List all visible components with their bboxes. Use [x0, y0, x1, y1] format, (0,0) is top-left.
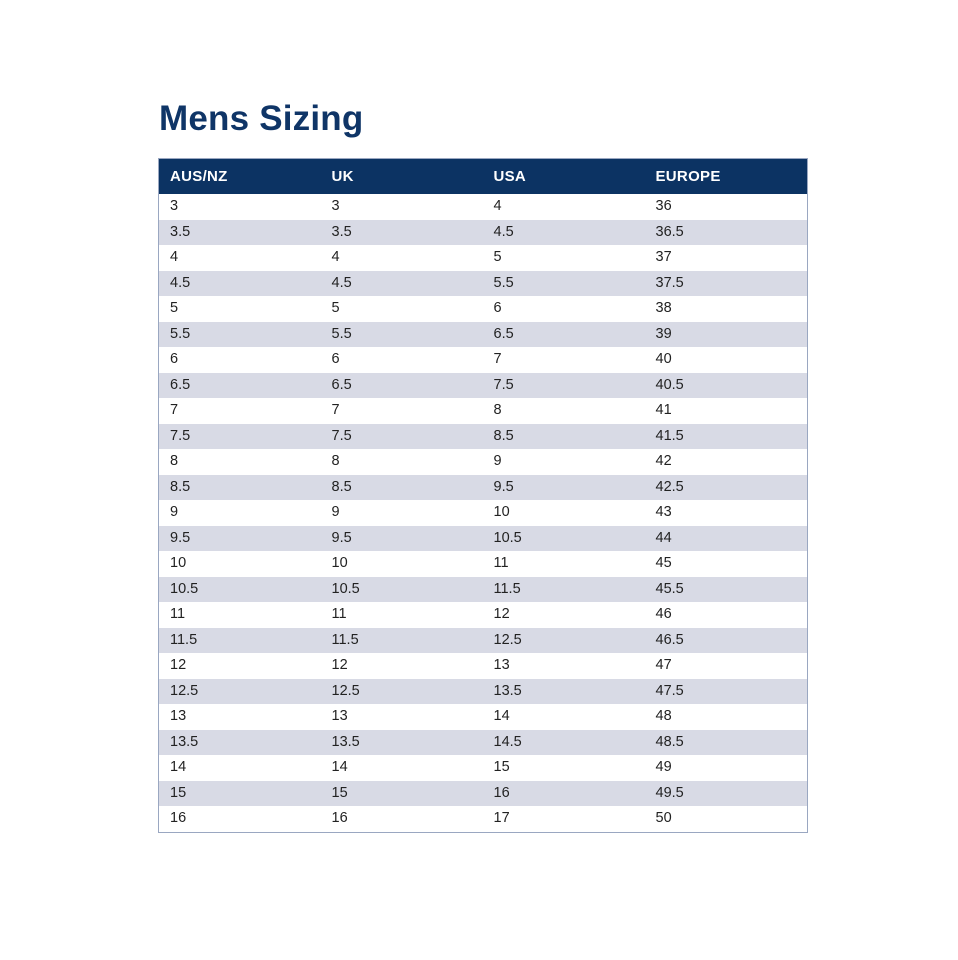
- cell-europe: 42: [645, 449, 808, 475]
- table-row: [159, 500, 808, 526]
- cell-usa: 13: [483, 653, 645, 679]
- table-row: [159, 475, 808, 501]
- cell-uk: 13: [321, 704, 483, 730]
- cell-usa: 14: [483, 704, 645, 730]
- size-chart-table: [158, 158, 808, 833]
- cell-uk: 5: [321, 296, 483, 322]
- table-row: [159, 296, 808, 322]
- cell-aus-nz: 9.5: [159, 526, 321, 552]
- cell-europe: 44: [645, 526, 808, 552]
- column-header-europe: EUROPE: [645, 159, 808, 195]
- cell-usa: 16: [483, 781, 645, 807]
- table-row: [159, 781, 808, 807]
- cell-aus-nz: 14: [159, 755, 321, 781]
- table-row: [159, 755, 808, 781]
- cell-aus-nz: 11.5: [159, 628, 321, 654]
- cell-europe: 49: [645, 755, 808, 781]
- cell-uk: 6.5: [321, 373, 483, 399]
- cell-europe: 38: [645, 296, 808, 322]
- cell-europe: 40.5: [645, 373, 808, 399]
- cell-usa: 11: [483, 551, 645, 577]
- cell-aus-nz: 3: [159, 194, 321, 220]
- cell-aus-nz: 16: [159, 806, 321, 832]
- cell-uk: 9: [321, 500, 483, 526]
- cell-usa: 9: [483, 449, 645, 475]
- cell-usa: 17: [483, 806, 645, 832]
- cell-europe: 42.5: [645, 475, 808, 501]
- cell-aus-nz: 5.5: [159, 322, 321, 348]
- cell-europe: 50: [645, 806, 808, 832]
- cell-usa: 15: [483, 755, 645, 781]
- cell-uk: 4.5: [321, 271, 483, 297]
- cell-usa: 14.5: [483, 730, 645, 756]
- table-row: [159, 449, 808, 475]
- cell-uk: 5.5: [321, 322, 483, 348]
- cell-europe: 45: [645, 551, 808, 577]
- cell-uk: 3: [321, 194, 483, 220]
- cell-uk: 13.5: [321, 730, 483, 756]
- table-row: [159, 602, 808, 628]
- cell-uk: 10.5: [321, 577, 483, 603]
- table-row: [159, 373, 808, 399]
- cell-europe: 36.5: [645, 220, 808, 246]
- cell-aus-nz: 9: [159, 500, 321, 526]
- cell-europe: 37: [645, 245, 808, 271]
- column-header-usa: USA: [483, 159, 645, 195]
- table-row: [159, 398, 808, 424]
- cell-usa: 10.5: [483, 526, 645, 552]
- cell-uk: 12.5: [321, 679, 483, 705]
- cell-aus-nz: 10.5: [159, 577, 321, 603]
- cell-usa: 13.5: [483, 679, 645, 705]
- table-row: [159, 322, 808, 348]
- cell-aus-nz: 12: [159, 653, 321, 679]
- table-row: [159, 220, 808, 246]
- cell-usa: 7: [483, 347, 645, 373]
- cell-uk: 8: [321, 449, 483, 475]
- cell-usa: 6: [483, 296, 645, 322]
- cell-aus-nz: 5: [159, 296, 321, 322]
- table-row: [159, 653, 808, 679]
- cell-uk: 7: [321, 398, 483, 424]
- table-header-row: [159, 159, 808, 195]
- cell-usa: 5.5: [483, 271, 645, 297]
- table-row: [159, 526, 808, 552]
- table-row: [159, 628, 808, 654]
- cell-europe: 49.5: [645, 781, 808, 807]
- cell-aus-nz: 13: [159, 704, 321, 730]
- cell-usa: 12.5: [483, 628, 645, 654]
- cell-europe: 36: [645, 194, 808, 220]
- table-row: [159, 730, 808, 756]
- table-row: [159, 245, 808, 271]
- cell-aus-nz: 6: [159, 347, 321, 373]
- cell-uk: 10: [321, 551, 483, 577]
- cell-europe: 46: [645, 602, 808, 628]
- cell-europe: 43: [645, 500, 808, 526]
- table-row: [159, 347, 808, 373]
- cell-europe: 47: [645, 653, 808, 679]
- cell-usa: 8.5: [483, 424, 645, 450]
- cell-aus-nz: 8.5: [159, 475, 321, 501]
- cell-uk: 8.5: [321, 475, 483, 501]
- table-row: [159, 806, 808, 832]
- cell-aus-nz: 8: [159, 449, 321, 475]
- cell-aus-nz: 11: [159, 602, 321, 628]
- cell-uk: 12: [321, 653, 483, 679]
- cell-uk: 16: [321, 806, 483, 832]
- cell-aus-nz: 6.5: [159, 373, 321, 399]
- cell-uk: 7.5: [321, 424, 483, 450]
- table-row: [159, 577, 808, 603]
- table-row: [159, 551, 808, 577]
- table-row: [159, 194, 808, 220]
- cell-europe: 37.5: [645, 271, 808, 297]
- cell-europe: 41: [645, 398, 808, 424]
- table-row: [159, 424, 808, 450]
- cell-uk: 11.5: [321, 628, 483, 654]
- cell-aus-nz: 3.5: [159, 220, 321, 246]
- cell-europe: 45.5: [645, 577, 808, 603]
- table-row: [159, 679, 808, 705]
- cell-uk: 6: [321, 347, 483, 373]
- table-row: [159, 704, 808, 730]
- cell-uk: 15: [321, 781, 483, 807]
- cell-europe: 41.5: [645, 424, 808, 450]
- cell-aus-nz: 4: [159, 245, 321, 271]
- column-header-uk: UK: [321, 159, 483, 195]
- table-row: [159, 271, 808, 297]
- cell-usa: 8: [483, 398, 645, 424]
- cell-aus-nz: 7.5: [159, 424, 321, 450]
- cell-europe: 47.5: [645, 679, 808, 705]
- column-header-aus-nz: AUS/NZ: [159, 159, 321, 195]
- cell-europe: 39: [645, 322, 808, 348]
- cell-aus-nz: 4.5: [159, 271, 321, 297]
- cell-aus-nz: 7: [159, 398, 321, 424]
- cell-usa: 10: [483, 500, 645, 526]
- cell-uk: 11: [321, 602, 483, 628]
- cell-uk: 9.5: [321, 526, 483, 552]
- cell-usa: 7.5: [483, 373, 645, 399]
- cell-aus-nz: 13.5: [159, 730, 321, 756]
- cell-usa: 11.5: [483, 577, 645, 603]
- cell-aus-nz: 12.5: [159, 679, 321, 705]
- cell-usa: 6.5: [483, 322, 645, 348]
- cell-uk: 4: [321, 245, 483, 271]
- cell-usa: 12: [483, 602, 645, 628]
- cell-usa: 5: [483, 245, 645, 271]
- cell-europe: 40: [645, 347, 808, 373]
- cell-uk: 14: [321, 755, 483, 781]
- cell-usa: 4.5: [483, 220, 645, 246]
- table-body: [159, 194, 808, 832]
- cell-aus-nz: 15: [159, 781, 321, 807]
- cell-usa: 9.5: [483, 475, 645, 501]
- page-title: Mens Sizing: [159, 99, 364, 138]
- cell-uk: 3.5: [321, 220, 483, 246]
- cell-europe: 48: [645, 704, 808, 730]
- cell-aus-nz: 10: [159, 551, 321, 577]
- cell-usa: 4: [483, 194, 645, 220]
- cell-europe: 46.5: [645, 628, 808, 654]
- cell-europe: 48.5: [645, 730, 808, 756]
